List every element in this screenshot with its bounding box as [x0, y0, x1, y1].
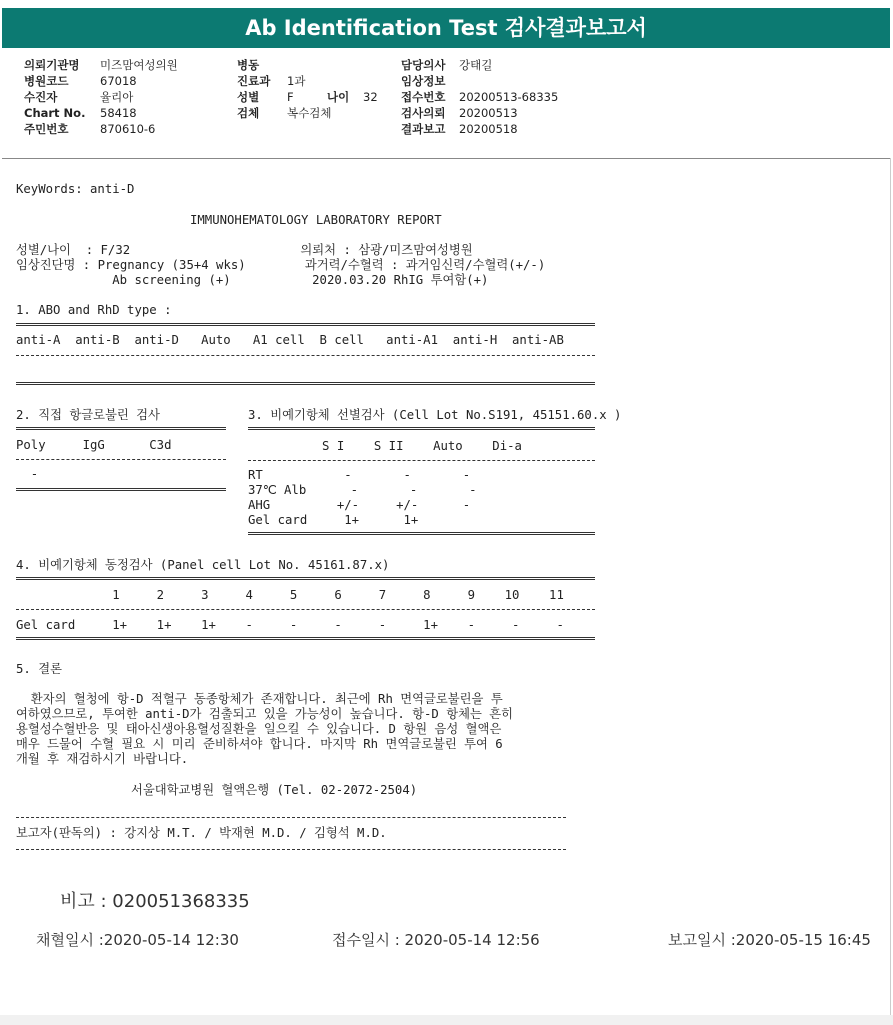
reporter-line: 보고자(판독의) : 강지상 M.T. / 박재현 M.D. / 김형석 M.D.: [16, 826, 387, 840]
panel-gel-row: Gel card 1+ 1+ 1+ - - - - 1+ - - -: [16, 618, 564, 632]
chart-no-label: Chart No.: [24, 106, 86, 120]
receipt-no-label: 접수번호: [401, 90, 446, 104]
conclusion-line-5: 개월 후 재검하시기 바랍니다.: [16, 752, 189, 766]
dash-rule: [16, 355, 595, 356]
header-col-1: [24, 57, 178, 137]
lab-report-title: IMMUNOHEMATOLOGY LABORATORY REPORT: [190, 213, 442, 227]
sex-label: 성별: [237, 90, 260, 104]
conclusion-line-2: 여하였으므로, 투여한 anti-D가 검출되고 있을 가능성이 높습니다. 항-D 항체는 흔히: [16, 707, 514, 721]
section-1-title: 1. ABO and RhD type :: [16, 303, 172, 317]
rule: [16, 577, 595, 580]
age-value: 32: [363, 90, 378, 104]
dash-rule: [16, 817, 566, 818]
info-line-2: 임상진단명 : Pregnancy (35+4 wks) 과거력/수혈력 : 과거임신력/수혈력(+/-): [16, 258, 546, 272]
clinical-info-label: 임상정보: [401, 74, 446, 88]
dept-value: 1과: [287, 74, 306, 88]
rule: [16, 427, 226, 430]
patient-label: 수진자: [24, 90, 58, 104]
dept-label: 진료과: [237, 74, 271, 88]
dat-value: -: [16, 467, 39, 481]
conclusion-line-1: 환자의 혈청에 항-D 적혈구 동종항체가 존재합니다. 최근에 Rh 면역글로불린을 투: [16, 692, 503, 706]
age-label: 나이: [327, 90, 350, 104]
request-date-value: 20200513: [459, 106, 518, 120]
chart-no-value: 58418: [100, 106, 137, 120]
hospital-code-label: 병원코드: [24, 74, 69, 88]
result-date-label: 결과보고: [401, 122, 446, 136]
institution-value: 미즈맘여성의원: [100, 58, 178, 72]
screening-row-gel: Gel card 1+ 1+: [248, 513, 419, 527]
doctor-label: 담당의사: [401, 58, 446, 72]
screening-row-37c: 37℃ Alb - - -: [248, 483, 477, 497]
doctor-value: 강태길: [459, 58, 493, 72]
conclusion-line-3: 용혈성수혈반응 및 태아신생아용혈성질환을 일으킬 수 있습니다. D 항원 음성 혈액은: [16, 722, 502, 736]
specimen-value: 복수검체: [287, 106, 332, 120]
header-col-3: [401, 57, 558, 137]
rule: [248, 427, 595, 430]
rule: [248, 532, 595, 535]
report-title-bar: Ab Identification Test 검사결과보고서: [2, 8, 890, 48]
section-3-title: 3. 비예기항체 선별검사 (Cell Lot No.S191, 45151.60.x ): [248, 408, 622, 422]
info-line-3: Ab screening (+) 2020.03.20 RhIG 투여함(+): [16, 273, 489, 287]
rule: [16, 382, 595, 385]
result-date-value: 20200518: [459, 122, 518, 136]
report-datetime: 보고일시 :2020-05-15 16:45: [668, 931, 871, 949]
remark-line: 비고 : 020051368335: [60, 891, 250, 912]
collection-datetime: 채혈일시 :2020-05-14 12:30: [36, 931, 239, 949]
right-border: [890, 158, 891, 1015]
resident-no-label: 주민번호: [24, 122, 69, 136]
screening-row-rt: RT - - -: [248, 468, 471, 482]
abo-rhd-header: anti-A anti-B anti-D Auto A1 cell B cell anti-A1 anti-H anti-AB: [16, 333, 564, 347]
screening-header: S I S II Auto Di-a: [248, 439, 522, 453]
section-2-title: 2. 직접 항글로불린 검사: [16, 408, 160, 422]
conclusion-line-4: 매우 드물어 수혈 필요 시 미리 준비하셔야 합니다. 마지막 Rh 면역글로불린 투여 6: [16, 737, 503, 751]
section-5-title: 5. 결론: [16, 662, 62, 676]
hospital-code-value: 67018: [100, 74, 137, 88]
rule: [16, 323, 595, 326]
receipt-no-value: 20200513-68335: [459, 90, 559, 104]
rule: [16, 637, 595, 640]
section-4-title: 4. 비예기항체 동정검사 (Panel cell Lot No. 45161.87.x): [16, 558, 390, 572]
ward-label: 병동: [237, 58, 260, 72]
dash-rule: [248, 460, 595, 461]
patient-value: 율리아: [100, 90, 134, 104]
sex-value: F: [287, 90, 294, 104]
institution-label: 의뢰기관명: [24, 58, 80, 72]
dash-rule: [16, 459, 226, 460]
specimen-label: 검체: [237, 106, 260, 120]
blood-bank-contact: 서울대학교병원 혈액은행 (Tel. 02-2072-2504): [131, 783, 418, 797]
header-divider: [2, 158, 890, 159]
info-line-1: 성별/나이 : F/32 의뢰처 : 삼광/미즈맘여성병원: [16, 243, 473, 257]
header-col-2: [237, 57, 378, 121]
keywords: KeyWords: anti-D: [16, 182, 135, 196]
rule: [16, 488, 226, 491]
request-date-label: 검사의뢰: [401, 106, 446, 120]
dash-rule: [16, 609, 595, 610]
dash-rule: [16, 849, 566, 850]
receipt-datetime: 접수일시 : 2020-05-14 12:56: [332, 931, 540, 949]
resident-no-value: 870610-6: [100, 122, 156, 136]
dat-header: Poly IgG C3d: [16, 438, 172, 452]
screening-row-ahg: AHG +/- +/- -: [248, 498, 471, 512]
panel-header: 1 2 3 4 5 6 7 8 9 10 11: [16, 588, 564, 602]
